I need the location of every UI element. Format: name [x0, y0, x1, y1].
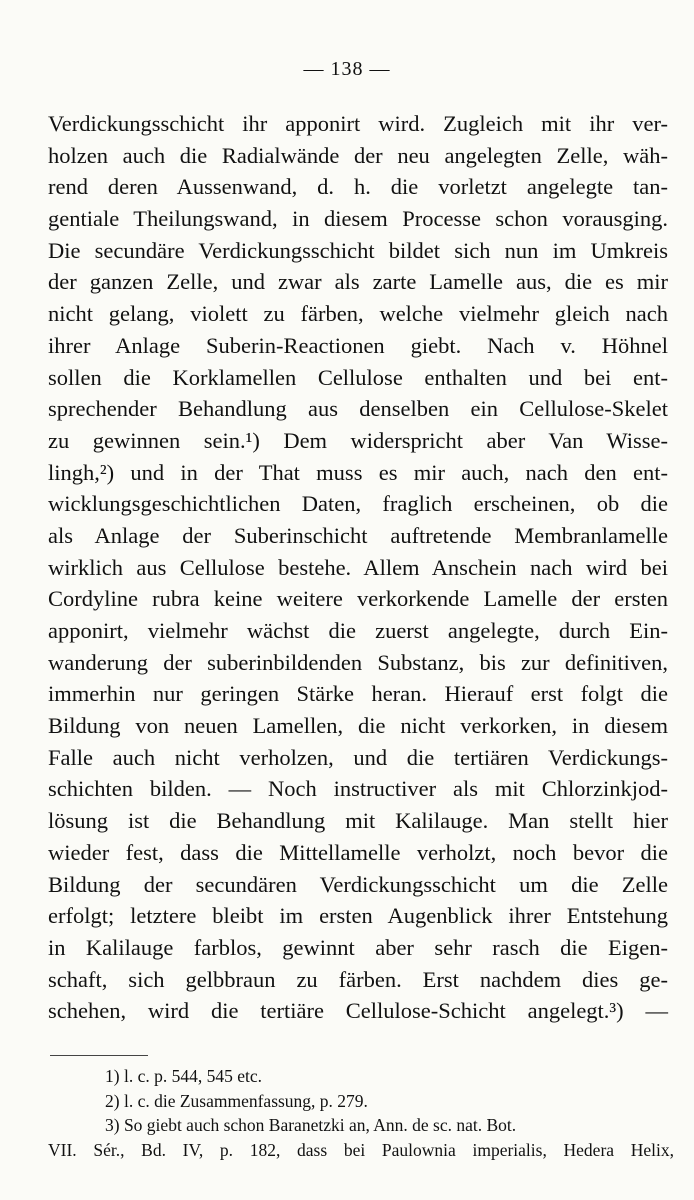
body-line: sprechender Behandlung aus denselben ein Cellulose-Skelet — [48, 396, 668, 422]
body-line: wanderung der suberinbildenden Substanz, bis zur definitiven, — [48, 649, 668, 675]
footnote-2: 2) l. c. die Zusammenfassung, p. 279. — [105, 1090, 368, 1111]
body-line: apponirt, vielmehr wächst die zuerst angelegte, durch Ein- — [48, 618, 668, 643]
footnote-3-continued: VII. Sér., Bd. IV, p. 182, dass bei Paulownia imperialis, Hedera Helix, — [48, 1139, 674, 1160]
body-line: Bildung von neuen Lamellen, die nicht verkorken, in diesem — [48, 713, 668, 739]
body-line: schichten bilden. — Noch instructiver als mit Chlorzinkjod- — [48, 776, 668, 802]
body-line: wieder fest, dass die Mittellamelle verholzt, noch bevor die — [48, 839, 668, 865]
footnote-divider — [50, 1055, 148, 1056]
body-line: Falle auch nicht verholzen, und die tertiären Verdickungs- — [48, 744, 668, 770]
body-line: in Kalilauge farblos, gewinnt aber sehr rasch die Eigen- — [48, 934, 668, 960]
body-line: Verdickungsschicht ihr apponirt wird. Zugleich mit ihr ver- — [48, 111, 668, 136]
body-line: schehen, wird die tertiäre Cellulose-Schicht angelegt.³) — — [48, 998, 668, 1024]
body-line: sollen die Korklamellen Cellulose enthalten und bei ent- — [48, 364, 668, 390]
body-line: lösung ist die Behandlung mit Kalilauge. Man stellt hier — [48, 808, 668, 834]
body-line: der ganzen Zelle, und zwar als zarte Lamelle aus, die es mir — [48, 269, 668, 295]
body-line: lingh,²) und in der That muss es mir auch, nach den ent- — [48, 459, 668, 485]
page-number: — 138 — — [303, 58, 391, 80]
body-line: Die secundäre Verdickungsschicht bildet sich nun im Umkreis — [48, 237, 668, 263]
body-line: schaft, sich gelbbraun zu färben. Erst nachdem dies ge- — [48, 966, 668, 992]
footnotes — [48, 1064, 674, 1162]
body-line: ihrer Anlage Suberin-Reactionen giebt. Nach v. Höhnel — [48, 332, 668, 358]
body-line: Cordyline rubra keine weitere verkorkende Lamelle der ersten — [48, 586, 668, 612]
body-line: Bildung der secundären Verdickungsschicht um die Zelle — [48, 871, 668, 897]
footnote-3: 3) So giebt auch schon Baranetzki an, Ann. de sc. nat. Bot. — [105, 1115, 517, 1135]
body-line: immerhin nur geringen Stärke heran. Hierauf erst folgt die — [48, 681, 668, 707]
body-line: als Anlage der Suberinschicht auftretende Membranlamelle — [48, 522, 668, 548]
footnote-1: 1) l. c. p. 544, 545 etc. — [105, 1066, 262, 1086]
body-line: erfolgt; letztere bleibt im ersten Augenblick ihrer Entstehung — [48, 903, 668, 929]
body-line: holzen auch die Radialwände der neu angelegten Zelle, wäh- — [48, 142, 668, 168]
body-line: wicklungsgeschichtlichen Daten, fraglich erscheinen, ob die — [48, 491, 668, 517]
body-line: rend deren Aussenwand, d. h. die vorletzt angelegte tan- — [48, 174, 668, 200]
body-line: zu gewinnen sein.¹) Dem widerspricht aber Van Wisse- — [48, 427, 668, 453]
body-text — [48, 108, 668, 1027]
body-line: nicht gelang, violett zu färben, welche vielmehr gleich nach — [48, 301, 668, 327]
body-line: gentiale Theilungswand, in diesem Processe schon vorausging. — [48, 206, 668, 232]
body-line: wirklich aus Cellulose bestehe. Allem Anschein nach wird bei — [48, 554, 668, 580]
